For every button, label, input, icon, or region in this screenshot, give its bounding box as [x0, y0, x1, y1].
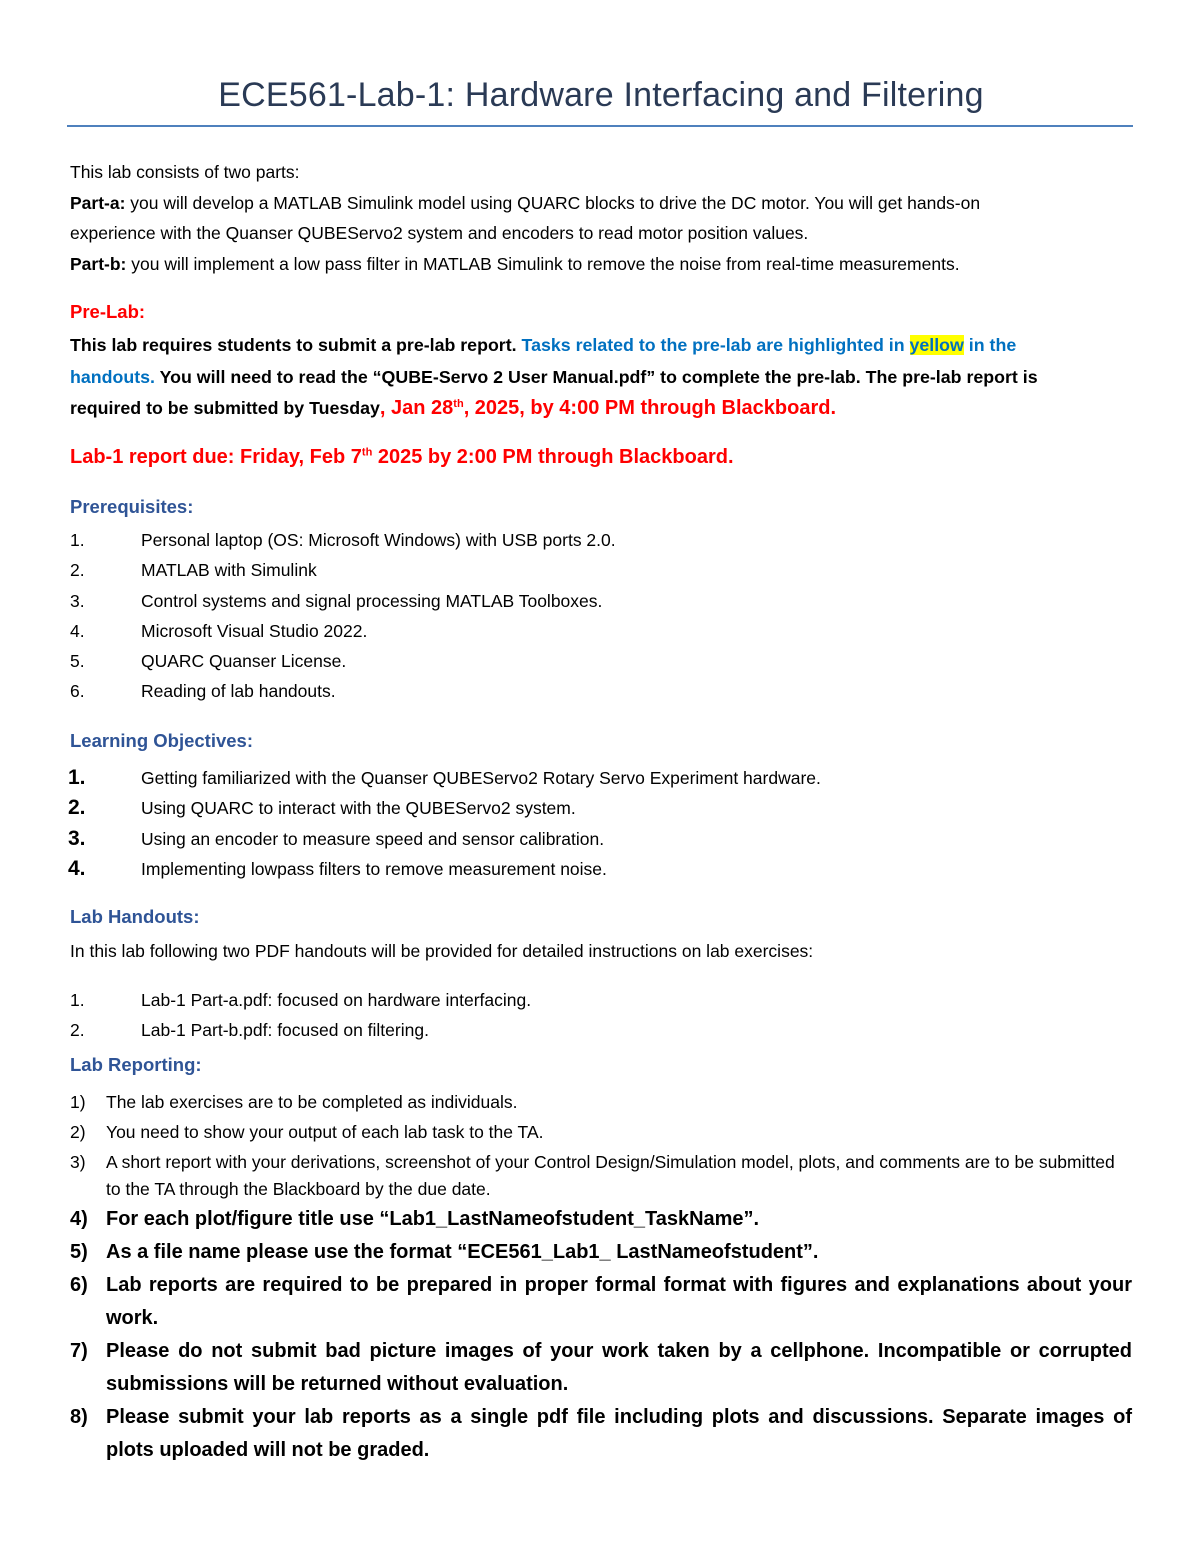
intro-line: This lab consists of two parts:	[70, 162, 300, 182]
prelab-line-1	[70, 330, 1132, 362]
prelab-blue-text-end: in the	[963, 335, 1017, 355]
list-item	[70, 1269, 1132, 1335]
document-title: ECE561-Lab-1: Hardware Interfacing and Filtering	[218, 76, 984, 114]
list-number: 4.	[68, 856, 86, 880]
list-text: Using QUARC to interact with the QUBEServo2 system.	[141, 798, 576, 819]
list-item	[70, 1335, 1132, 1401]
list-text: You need to show your output of each lab task to the TA.	[106, 1122, 544, 1142]
reporting-heading: Lab Reporting:	[70, 1054, 202, 1075]
report-due-sup: th	[361, 446, 373, 459]
part-b-text: you will implement a low pass filter in MATLAB Simulink to remove the noise from real-time measurements.	[126, 253, 960, 274]
list-number: 7)	[70, 1340, 88, 1362]
part-a-line-2: experience with the Quanser QUBEServo2 system and encoders to read motor position values.	[70, 223, 809, 243]
list-item	[70, 1236, 1132, 1269]
list-number: 1.	[70, 530, 85, 550]
prelab-heading: Pre-Lab:	[70, 301, 146, 322]
prelab-deadline-a: , Jan 28	[379, 397, 454, 419]
list-number: 3)	[70, 1152, 86, 1172]
prelab-deadline-sup: th	[453, 398, 464, 411]
report-due-a: Lab-1 report due: Friday, Feb 7	[70, 446, 362, 468]
list-number: 3.	[70, 590, 85, 611]
reporting-list	[70, 1089, 1132, 1467]
report-due-b: 2025 by 2:00 PM through Blackboard.	[372, 446, 734, 468]
list-item	[70, 1149, 1132, 1203]
list-text: For each plot/figure title use “Lab1_LastNameofstudent_TaskName”.	[106, 1208, 760, 1230]
list-text: Control systems and signal processing MATLAB Toolboxes.	[141, 590, 603, 611]
list-number: 2.	[70, 560, 85, 581]
list-number: 4)	[70, 1208, 88, 1230]
list-item	[70, 1203, 1132, 1236]
list-number: 2)	[70, 1122, 86, 1142]
prelab-deadline-b: , 2025, by 4:00 PM through Blackboard.	[463, 397, 837, 419]
list-text: Implementing lowpass filters to remove measurement noise.	[141, 858, 607, 879]
prelab-yellow-highlight: yellow	[909, 335, 964, 355]
list-number: 1.	[70, 990, 85, 1010]
list-text: Microsoft Visual Studio 2022.	[141, 620, 368, 641]
intro-section	[70, 157, 1132, 279]
part-b-label: Part-b:	[70, 253, 127, 274]
prerequisites-heading: Prerequisites:	[70, 496, 194, 517]
part-b-line	[70, 249, 1132, 280]
list-text: Reading of lab handouts.	[141, 681, 336, 702]
list-number: 5)	[70, 1241, 88, 1263]
list-text: MATLAB with Simulink	[141, 560, 317, 581]
list-text: The lab exercises are to be completed as individuals.	[106, 1092, 518, 1112]
list-number: 2.	[70, 1020, 85, 1041]
prelab-blue-text: Tasks related to the pre-lab are highlighted in	[521, 335, 910, 355]
list-item	[70, 1089, 1132, 1116]
list-number: 1)	[70, 1092, 86, 1112]
list-number: 3.	[68, 826, 86, 850]
list-item	[70, 1119, 1132, 1146]
handouts-heading: Lab Handouts:	[70, 906, 200, 927]
list-text: A short report with your derivations, screenshot of your Control Design/Simulation model, plots, and comments are to be submitted to the TA through the Blackboard by the due date.	[106, 1152, 1115, 1199]
list-number: 6)	[70, 1274, 88, 1296]
list-text: Getting familiarized with the Quanser QUBEServo2 Rotary Servo Experiment hardware.	[141, 768, 821, 788]
handouts-intro-line: In this lab following two PDF handouts will be provided for detailed instructions on lab exercises:	[70, 941, 814, 961]
list-text: Please do not submit bad picture images of your work taken by a cellphone. Incompatible or corrupted submissions will be returned without evaluation.	[106, 1340, 1132, 1395]
part-a-line	[70, 188, 1132, 219]
list-text: QUARC Quanser License.	[141, 651, 347, 672]
list-number: 5.	[70, 651, 85, 672]
list-number: 2.	[68, 796, 86, 820]
list-text: Personal laptop (OS: Microsoft Windows) with USB ports 2.0.	[141, 530, 616, 550]
list-text: Lab reports are required to be prepared in proper formal format with figures and explanations about your work.	[106, 1274, 1132, 1329]
part-a-label: Part-a:	[70, 192, 126, 213]
handouts-intro	[70, 936, 1132, 967]
list-text: Lab-1 Part-b.pdf: focused on filtering.	[141, 1020, 429, 1041]
list-text: Lab-1 Part-a.pdf: focused on hardware interfacing.	[141, 990, 532, 1010]
prelab-line-3	[70, 393, 1132, 425]
part-a-text: you will develop a MATLAB Simulink model using QUARC blocks to drive the DC motor. You will get hands-on	[125, 192, 981, 213]
prelab-text-3: You will need to read the “QUBE-Servo 2 User Manual.pdf” to complete the pre-lab. The pre-lab report is	[154, 366, 1038, 387]
list-number: 6.	[70, 681, 85, 702]
prelab-text-1: This lab requires students to submit a pre-lab report.	[70, 335, 522, 355]
list-number: 8)	[70, 1406, 88, 1428]
list-item	[70, 1401, 1132, 1467]
list-text: As a file name please use the format “ECE561_Lab1_ LastNameofstudent”.	[106, 1241, 819, 1263]
prelab-text-4: required to be submitted by Tuesday	[70, 398, 380, 418]
prelab-line-2	[70, 362, 1132, 394]
list-number: 1.	[68, 766, 86, 789]
objectives-heading: Learning Objectives:	[70, 730, 253, 751]
list-text: Please submit your lab reports as a single pdf file including plots and discussions. Separate images of plots uploaded will not be graded.	[106, 1406, 1132, 1461]
prelab-section	[70, 330, 1132, 425]
title-underline	[67, 125, 1133, 127]
report-due-line	[70, 446, 734, 469]
list-number: 4.	[70, 620, 85, 641]
prelab-handouts-blue: handouts.	[70, 366, 155, 387]
list-text: Using an encoder to measure speed and sensor calibration.	[141, 828, 605, 849]
